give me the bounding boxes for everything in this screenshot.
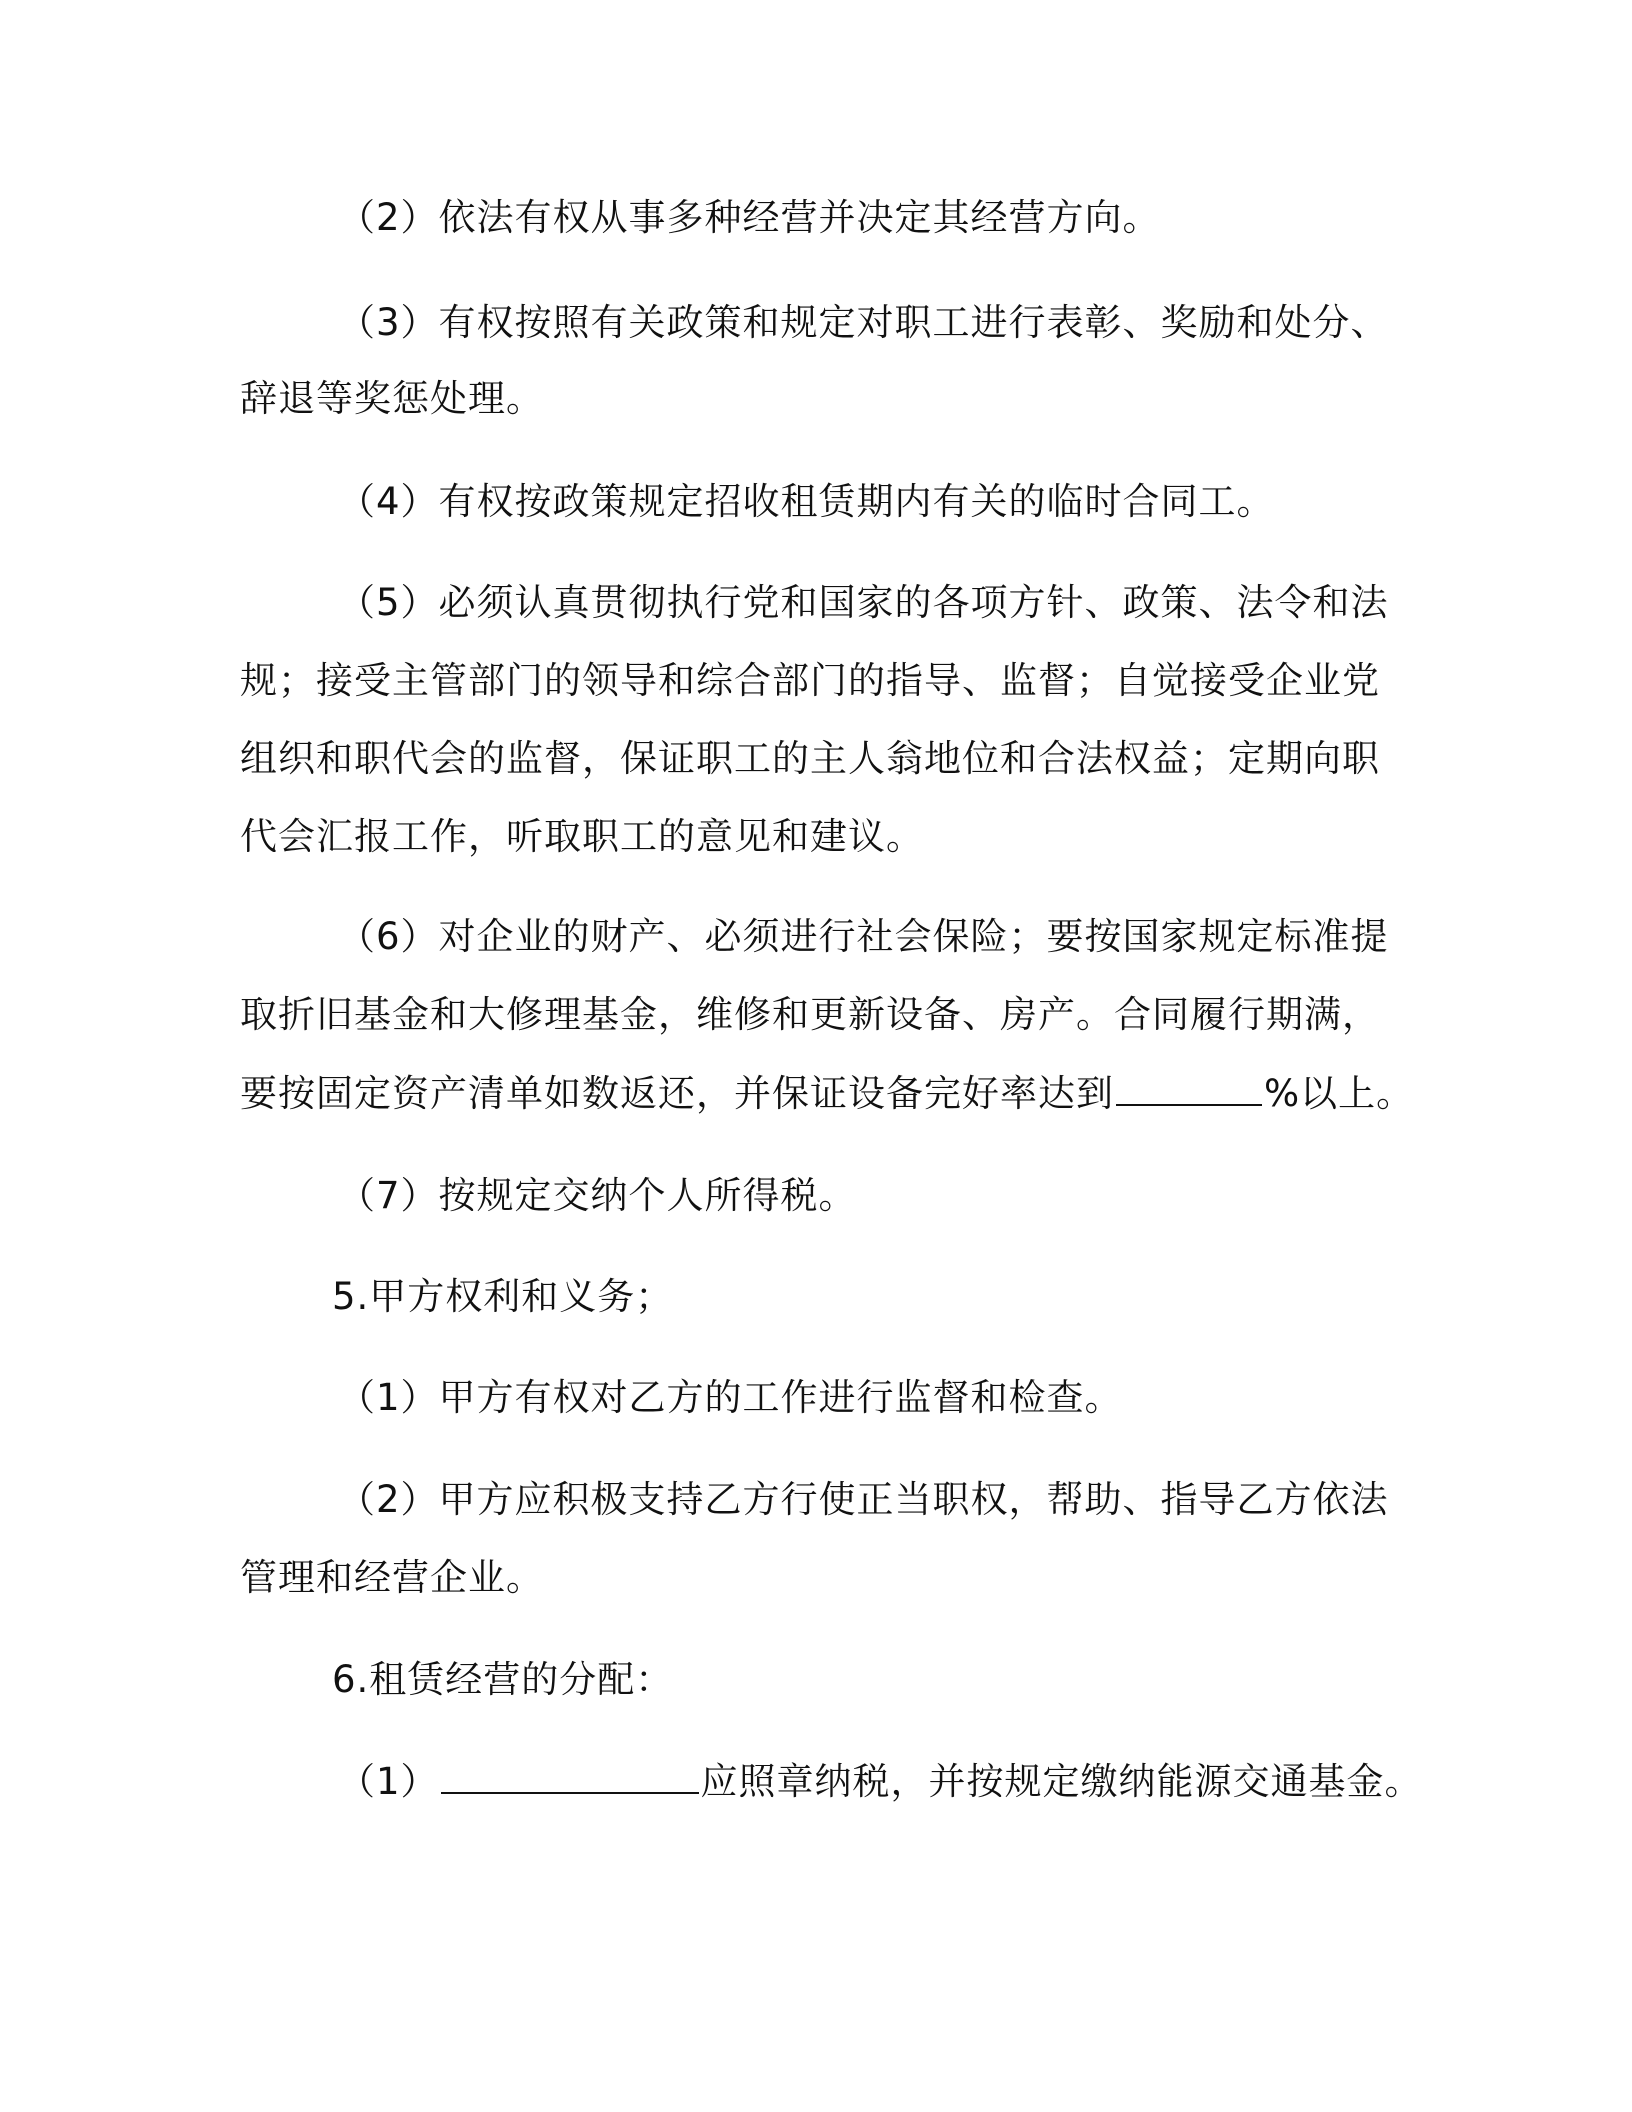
section-5-item-2-line-1: （2）甲方应积极支持乙方行使正当职权，帮助、指导乙方依法	[338, 1478, 1389, 1521]
paragraph-3-line-1: （3）有权按照有关政策和规定对职工进行表彰、奖励和处分、	[338, 301, 1389, 344]
section-6-heading: 6.租赁经营的分配：	[332, 1658, 674, 1701]
section-5-item-2-line-2: 管理和经营企业。	[240, 1556, 544, 1599]
paragraph-2: （2）依法有权从事多种经营并决定其经营方向。	[338, 196, 1161, 239]
section-5-item-1: （1）甲方有权对乙方的工作进行监督和检查。	[338, 1376, 1123, 1419]
paragraph-6-line-1: （6）对企业的财产、必须进行社会保险；要按国家规定标准提	[338, 915, 1389, 958]
paragraph-7: （7）按规定交纳个人所得税。	[338, 1174, 857, 1217]
paragraph-6-line-3-text: 要按固定资产清单如数返还，并保证设备完好率达到	[240, 1072, 1114, 1115]
section-6-item-1-number: （1）	[338, 1760, 439, 1803]
paragraph-5-line-3: 组织和职代会的监督，保证职工的主人翁地位和合法权益；定期向职	[240, 737, 1380, 780]
paragraph-5-line-1: （5）必须认真贯彻执行党和国家的各项方针、政策、法令和法	[338, 581, 1389, 624]
paragraph-4: （4）有权按政策规定招收租赁期内有关的临时合同工。	[338, 480, 1275, 523]
paragraph-6-line-3-suffix: %以上。	[1264, 1072, 1415, 1115]
fill-blank-tax[interactable]	[441, 1756, 699, 1794]
paragraph-5-line-2: 规；接受主管部门的领导和综合部门的指导、监督；自觉接受企业党	[240, 659, 1380, 702]
fill-blank-rate[interactable]	[1116, 1068, 1262, 1106]
section-5-heading: 5.甲方权利和义务；	[332, 1275, 674, 1318]
paragraph-3-line-2: 辞退等奖惩处理。	[240, 377, 544, 420]
paragraph-6-line-3	[240, 1068, 1414, 1119]
paragraph-5-line-4: 代会汇报工作，听取职工的意见和建议。	[240, 815, 924, 858]
paragraph-6-line-2: 取折旧基金和大修理基金，维修和更新设备、房产。合同履行期满，	[240, 993, 1380, 1036]
section-6-item-1	[338, 1756, 1423, 1807]
section-6-item-1-text: 应照章纳税，并按规定缴纳能源交通基金。	[700, 1760, 1423, 1803]
